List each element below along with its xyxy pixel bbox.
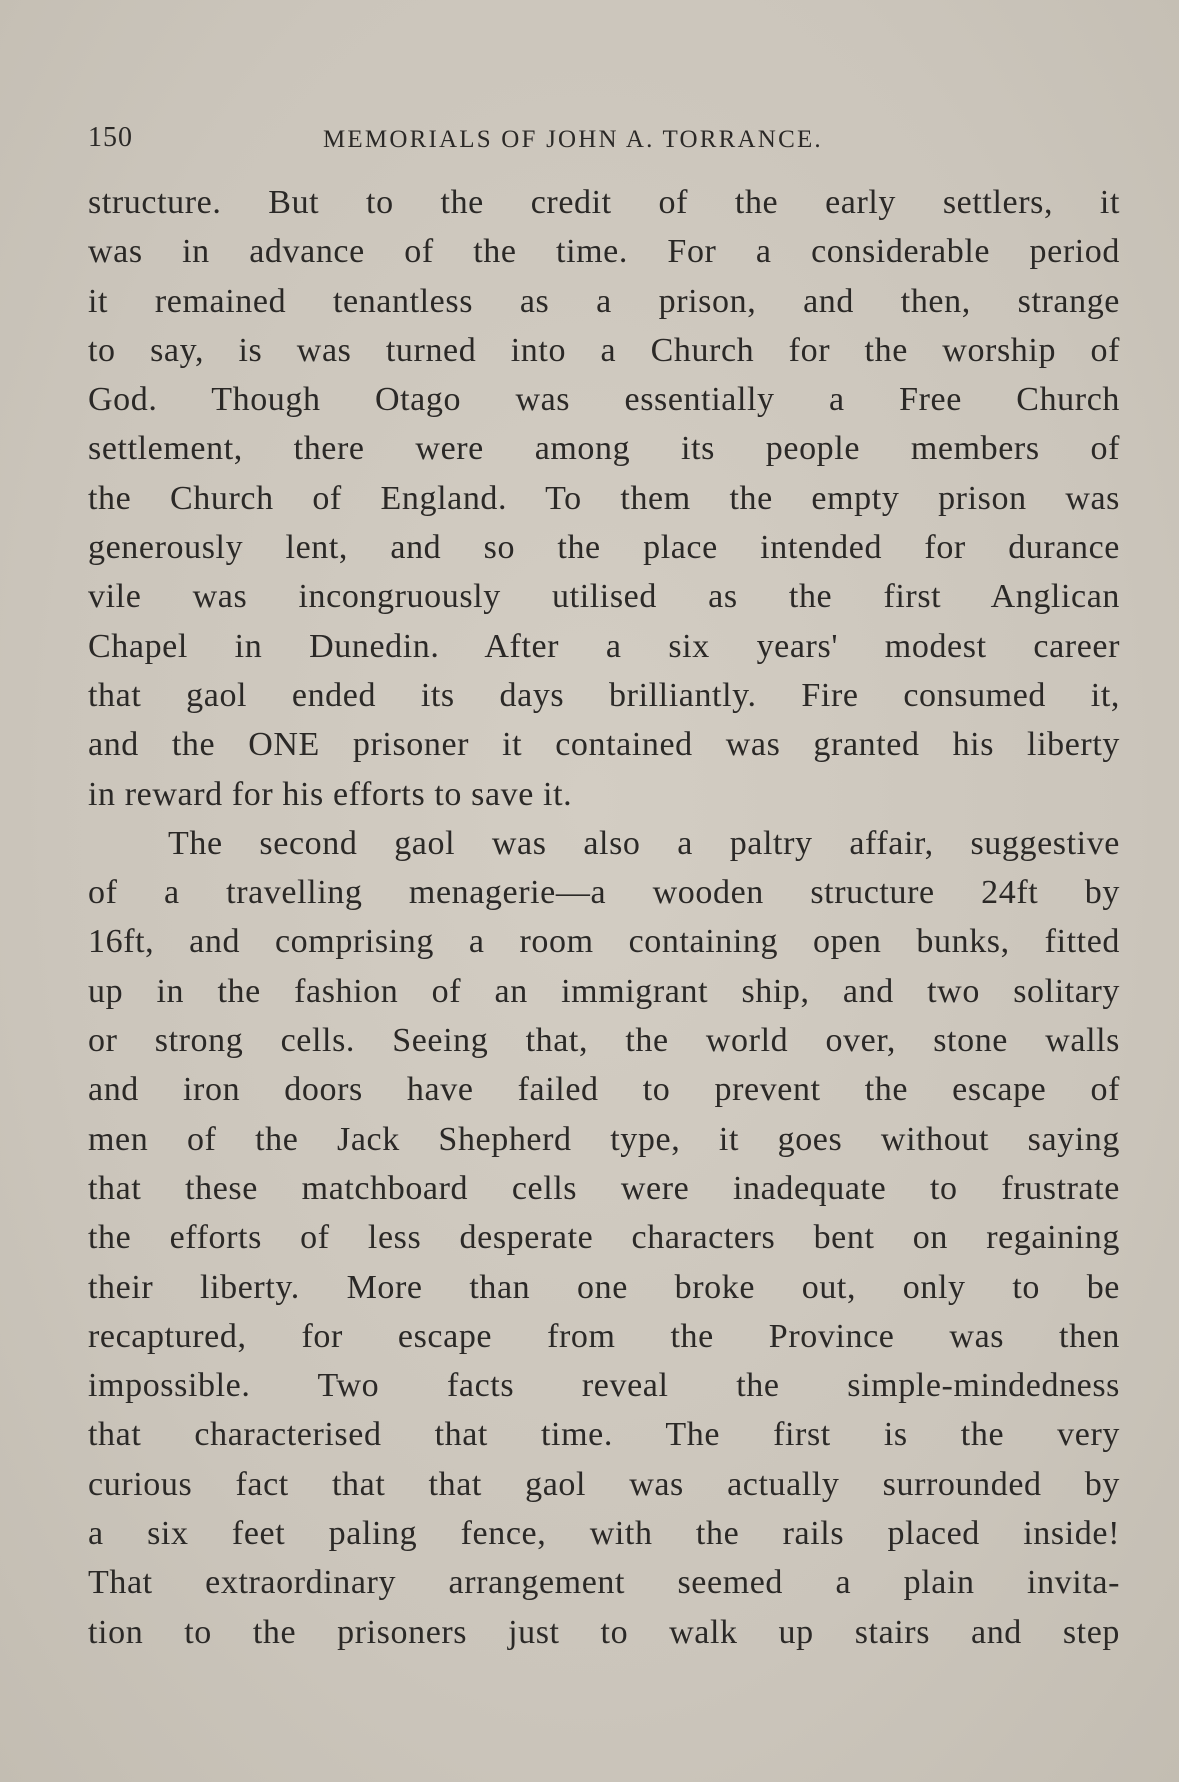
body-text: [88, 178, 1120, 1657]
text-line: in reward for his efforts to save it.: [88, 775, 573, 813]
text-line: and iron doors have failed to prevent the escape of: [88, 1071, 1120, 1109]
text-line: it remained tenantless as a prison, and then, strange: [88, 282, 1120, 320]
text-line: that characterised that time. The first is the very: [88, 1416, 1120, 1454]
text-line: the efforts of less desperate characters bent on regaining: [88, 1219, 1120, 1257]
text-line: or strong cells. Seeing that, the world over, stone walls: [88, 1022, 1120, 1060]
text-line: and the ONE prisoner it contained was granted his liberty: [88, 726, 1120, 764]
text-line: That extraordinary arrangement seemed a plain invita-: [88, 1564, 1120, 1602]
text-line: the Church of England. To them the empty prison was: [88, 479, 1120, 517]
text-line: that these matchboard cells were inadequate to frustrate: [88, 1169, 1120, 1207]
running-head: [88, 122, 1120, 162]
text-line: that gaol ended its days brilliantly. Fire consumed it,: [88, 676, 1120, 714]
text-line: 16ft, and comprising a room containing open bunks, fitted: [88, 923, 1120, 961]
text-line: God. Though Otago was essentially a Free Church: [88, 381, 1120, 419]
text-line: generously lent, and so the place intended for durance: [88, 529, 1120, 567]
text-line: recaptured, for escape from the Province was then: [88, 1317, 1120, 1355]
text-line: structure. But to the credit of the early settlers, it: [88, 184, 1120, 221]
text-line: of a travelling menagerie—a wooden structure 24ft by: [88, 874, 1120, 912]
text-line: The second gaol was also a paltry affair, suggestive: [168, 824, 1120, 862]
text-line: a six feet paling fence, with the rails placed inside!: [88, 1515, 1120, 1553]
text-line: their liberty. More than one broke out, only to be: [88, 1268, 1120, 1306]
text-line: was in advance of the time. For a considerable period: [88, 233, 1120, 271]
text-line: men of the Jack Shepherd type, it goes without saying: [88, 1120, 1120, 1158]
running-head-title: MEMORIALS OF JOHN A. TORRANCE.: [323, 126, 823, 153]
text-line: up in the fashion of an immigrant ship, and two solitary: [88, 972, 1120, 1010]
text-line: impossible. Two facts reveal the simple-mindedness: [88, 1367, 1120, 1405]
text-line: to say, is was turned into a Church for the worship of: [88, 331, 1120, 369]
text-line: Chapel in Dunedin. After a six years' modest career: [88, 627, 1120, 665]
text-line: curious fact that that gaol was actually surrounded by: [88, 1465, 1120, 1503]
page-number: 150: [88, 122, 133, 153]
text-line: vile was incongruously utilised as the first Anglican: [88, 578, 1120, 616]
text-line: tion to the prisoners just to walk up stairs and step: [88, 1613, 1120, 1651]
text-line: settlement, there were among its people members of: [88, 430, 1120, 468]
